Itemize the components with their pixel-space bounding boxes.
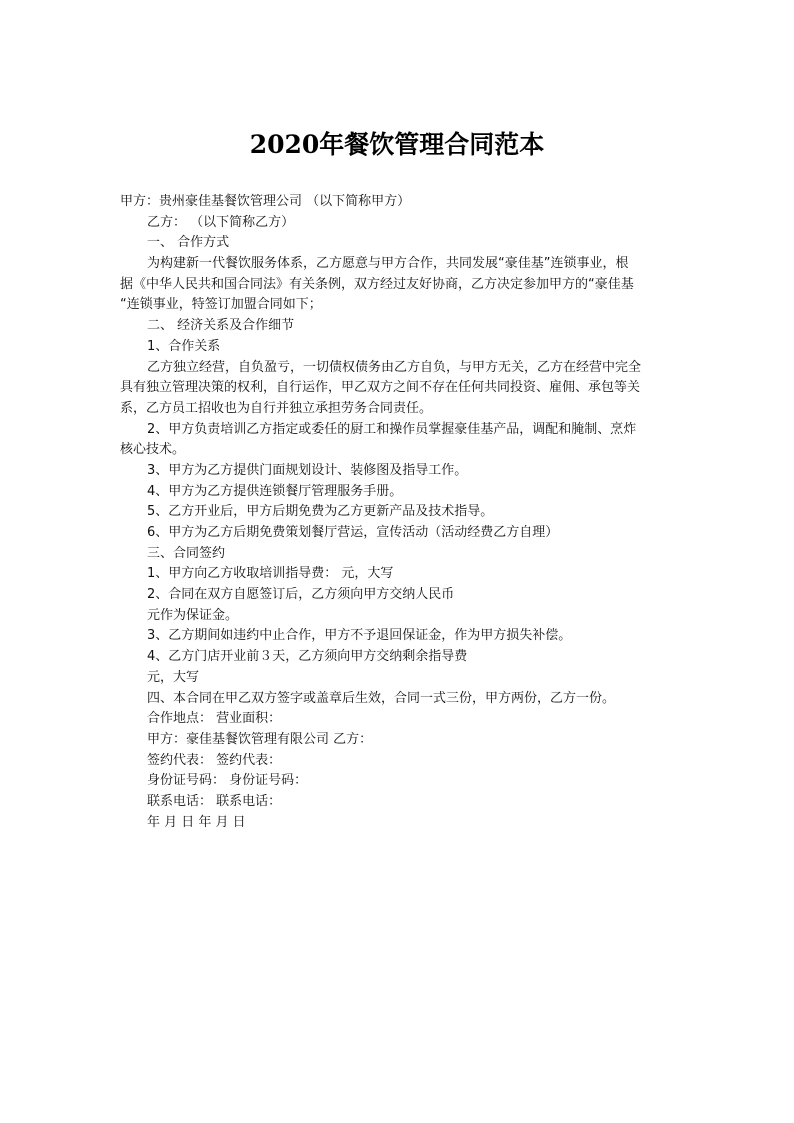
section4-text: 四、本合同在甲乙双方签字或盖章后生效，合同一式三份，甲方两份，乙方一份。 — [147, 690, 616, 706]
signature-parties: 甲方：豪佳基餐饮管理有限公司 乙方： — [147, 731, 373, 747]
signature-phones: 联系电话： 联系电话： — [147, 793, 282, 809]
item2-text-line2: 核心技术。 — [120, 442, 186, 458]
section1-text-line3: “连锁事业，特签订加盟合同如下； — [120, 297, 322, 313]
item1-text-line2: 具有独立管理决策的权利，自行运作，甲乙双方之间不存在任何共同投资、雇佣、承包等关 — [120, 380, 641, 396]
document-body — [120, 192, 680, 833]
item6-text: 6、甲方为乙方后期免费策划餐厅营运，宣传活动（活动经费乙方自理） — [147, 525, 559, 540]
signature-dates: 年 月 日 年 月 日 — [147, 814, 246, 830]
signature-representatives: 签约代表： 签约代表： — [147, 752, 282, 768]
s3-item2-line1: 2、合同在双方自愿签订后，乙方须向甲方交纳人民币 — [147, 587, 455, 603]
item3-text: 3、甲方为乙方提供门面规划设计、装修图及指导工作。 — [147, 462, 468, 478]
s3-item4-line2: 元，大写 — [147, 669, 200, 685]
party-b-line: 乙方： （以下简称乙方） — [147, 214, 295, 230]
section2-heading: 二、 经济关系及合作细节 — [147, 318, 295, 334]
s3-item4-line1: 4、乙方门店开业前３天，乙方须向甲方交纳剩余指导费 — [147, 649, 468, 665]
party-a-line: 甲方：贵州豪佳基餐饮管理公司 （以下简称甲方） — [120, 194, 411, 209]
s3-item1: 1、甲方向乙方收取培训指导费： 元，大写 — [147, 566, 394, 582]
item1-text-line3: 系，乙方员工招收也为自行并独立承担劳务合同责任。 — [120, 400, 433, 416]
item1-title: 1、合作关系 — [147, 338, 221, 354]
item4-text: 4、甲方为乙方提供连锁餐厅管理服务手册。 — [147, 483, 403, 499]
section1-text-line2: 据《中华人民共和国合同法》有关条例，双方经过友好协商，乙方决定参加甲方的“豪佳基 — [120, 276, 634, 292]
item2-text-line1: 2、甲方负责培训乙方指定或委任的厨工和操作员掌握豪佳基产品，调配和腌制、烹炸 — [147, 421, 637, 437]
section1-heading: 一、 合作方式 — [147, 235, 230, 251]
section1-text-line1: 为构建新一代餐饮服务体系，乙方愿意与甲方合作，共同发展“豪佳基”连锁事业，根 — [147, 256, 629, 272]
document-title: 2020年餐饮管理合同范本 — [249, 130, 545, 159]
s3-item3: 3、乙方期间如违约中止合作，甲方不予退回保证金，作为甲方损失补偿。 — [147, 628, 572, 644]
item5-text: 5、乙方开业后，甲方后期免费为乙方更新产品及技术指导。 — [147, 504, 494, 520]
section3-heading: 三、合同签约 — [147, 545, 226, 561]
signature-id-numbers: 身份证号码： 身份证号码： — [147, 773, 308, 789]
signature-location: 合作地点： 营业面积： — [147, 711, 282, 727]
s3-item2-line2: 元作为保证金。 — [147, 607, 239, 623]
item1-text-line1: 乙方独立经营，自负盈亏，一切债权债务由乙方自负，与甲方无关，乙方在经营中完全 — [147, 359, 642, 375]
